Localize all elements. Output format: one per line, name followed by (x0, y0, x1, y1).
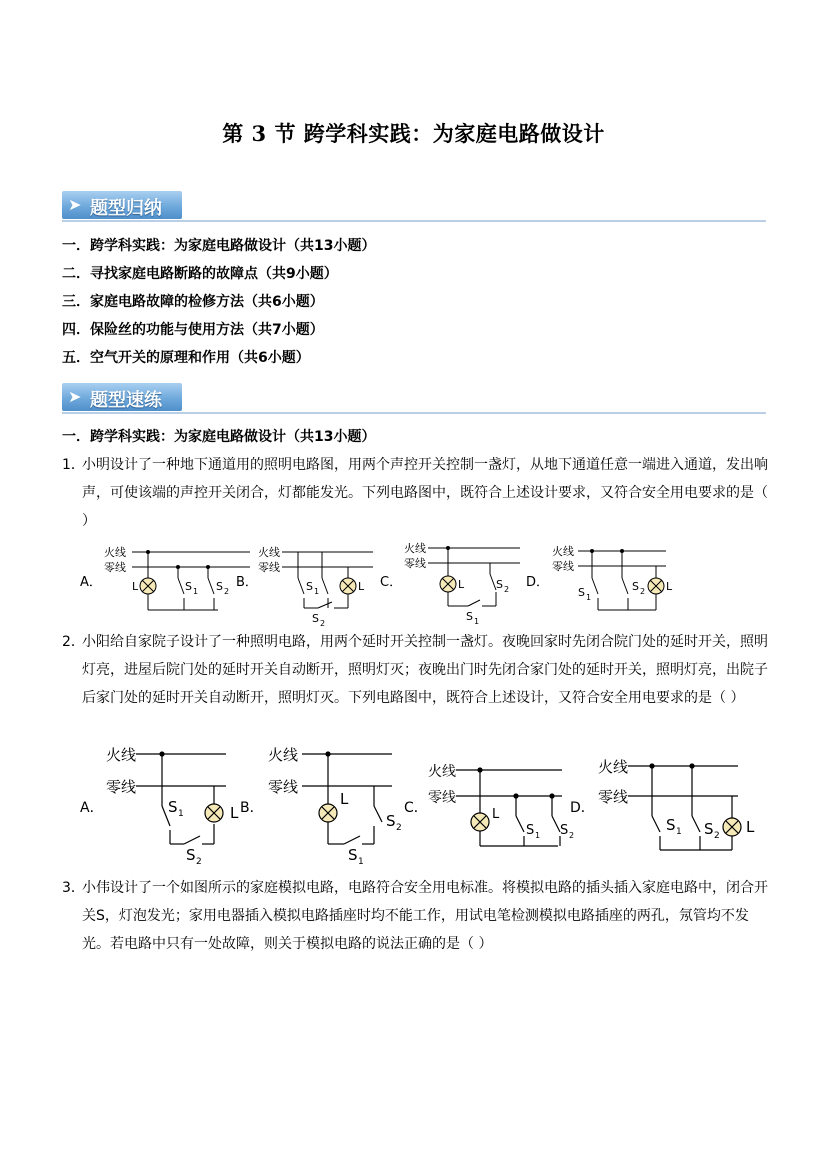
switch-label: S (526, 823, 535, 838)
question-number: 3． (62, 880, 85, 896)
switch-label: S (185, 580, 192, 593)
lamp-label: L (458, 578, 465, 591)
q1-option-c-circuit (428, 547, 520, 607)
page-title: 第 3 节 跨学科实践：为家庭电路做设计 (222, 121, 605, 146)
switch-label: S (632, 580, 639, 593)
live-wire-label: 火线 (428, 764, 456, 780)
arrow-icon: ➤ (68, 387, 82, 406)
live-wire-label: 火线 (268, 746, 299, 764)
live-wire-label: 火线 (104, 546, 126, 559)
switch-label: S (386, 812, 396, 830)
live-wire-label: 火线 (404, 542, 426, 555)
lamp-label: L (132, 580, 139, 593)
option-c-label: C． (404, 800, 428, 816)
banner-label: 题型归纳 (90, 198, 162, 219)
toc-list (62, 232, 375, 372)
switch-subscript: 1 (178, 809, 184, 819)
neutral-wire-label: 零线 (404, 557, 426, 570)
banner-tag (62, 191, 182, 219)
lamp-label: L (230, 804, 239, 822)
switch-subscript: 2 (224, 587, 230, 596)
neutral-wire-label: 零线 (104, 561, 126, 574)
switch-label: S (216, 580, 223, 593)
option-b-label: B． (240, 800, 264, 816)
neutral-wire-label: 零线 (258, 561, 280, 574)
question-number: 2． (62, 634, 85, 650)
neutral-wire-label: 零线 (552, 560, 574, 573)
option-c-label: C． (380, 575, 403, 590)
switch-subscript: 1 (314, 587, 320, 596)
neutral-wire-label: 零线 (428, 790, 456, 806)
q2-circuit-options (74, 740, 774, 870)
live-wire-label: 火线 (106, 746, 137, 764)
question-number: 1． (62, 457, 85, 473)
switch-subscript: 2 (569, 831, 575, 840)
switch-label: S (496, 578, 503, 591)
question-3 (62, 874, 770, 958)
question-2 (62, 628, 770, 740)
q1-circuit-options (70, 538, 680, 628)
neutral-wire-label: 零线 (598, 788, 629, 806)
q2-option-d-circuit (628, 764, 741, 850)
toc-item[interactable]: 四．保险丝的功能与使用方法（共7小题） (62, 322, 324, 338)
switch-subscript: 2 (396, 823, 402, 833)
toc-item[interactable]: 二．寻找家庭电路断路的故障点（共9小题） (62, 266, 338, 282)
live-wire-label: 火线 (258, 546, 280, 559)
option-d-label: D． (570, 800, 595, 816)
question-text: 小阳给自家院子设计了一种照明电路，用两个延时开关控制一盏灯。夜晚回家时先闭合院门处的延时开关，照明灯亮，进屋后院门处的延时开关自动断开，照明灯灭；夜晚出门时先闭合家门处的延时开关，照明灯亮，出院子后家门处的延时开关自动断开，照明灯灭。下列电路图中，既符合上述设计，又符合安全用电要求的是（ ） (82, 634, 768, 706)
section-banner-practice (62, 383, 766, 415)
switch-subscript: 1 (586, 593, 592, 602)
option-d-label: D． (526, 575, 550, 590)
switch-subscript: 1 (535, 831, 541, 840)
live-wire-label: 火线 (598, 758, 629, 776)
live-wire-label: 火线 (552, 545, 574, 558)
lamp-label: L (666, 580, 673, 593)
option-a-label: A． (80, 800, 104, 816)
switch-subscript: 1 (193, 587, 199, 596)
arrow-icon: ➤ (68, 195, 82, 214)
switch-label: S (578, 586, 585, 599)
switch-subscript: 2 (640, 587, 646, 596)
lamp-label: L (746, 818, 755, 836)
neutral-wire-label: 零线 (106, 778, 137, 796)
switch-label: S (186, 846, 196, 864)
neutral-wire-label: 零线 (268, 778, 299, 796)
switch-subscript: 1 (676, 827, 682, 837)
banner-underline (62, 412, 766, 414)
switch-subscript: 1 (474, 617, 480, 626)
lamp-label: L (340, 790, 349, 808)
switch-label: S (348, 846, 358, 864)
switch-subscript: 2 (714, 831, 720, 841)
q1-option-d-circuit (578, 550, 666, 611)
banner-underline (62, 220, 766, 222)
q2-option-a-circuit (136, 752, 226, 844)
question-text: 小伟设计了一个如图所示的家庭模拟电路，电路符合安全用电标准。将模拟电路的插头插入家庭电路中，闭合开关S，灯泡发光；家用电器插入模拟电路插座时均不能工作，用试电笔检测模拟电路插座的两孔，氖管均不发光。若电路中只有一处故障，则关于模拟电路的说法正确的是（ ） (82, 880, 768, 952)
section-heading: 一．跨学科实践：为家庭电路做设计（共13小题） (62, 429, 376, 445)
switch-label: S (466, 610, 473, 623)
toc-item[interactable]: 五．空气开关的原理和作用（共6小题） (62, 350, 310, 366)
question-text: 小明设计了一种地下通道用的照明电路图，用两个声控开关控制一盏灯，从地下通道任意一端进入通道，发出响声，可使该端的声控开关闭合，灯都能发光。下列电路图中，既符合上述设计要求，又符合安全用电要求的是（ ） (82, 457, 768, 529)
question-1 (62, 451, 770, 535)
option-b-label: B． (236, 575, 258, 590)
lamp-label: L (492, 807, 500, 822)
switch-label: S (312, 612, 319, 625)
switch-label: S (306, 580, 313, 593)
switch-label: S (560, 823, 569, 838)
switch-label: S (666, 816, 676, 834)
switch-subscript: 2 (504, 585, 510, 594)
option-a-label: A． (80, 575, 102, 590)
switch-subscript: 2 (196, 857, 202, 867)
q2-option-c-circuit (456, 768, 562, 846)
banner-label: 题型速练 (90, 390, 162, 411)
lamp-label: L (358, 580, 365, 593)
switch-subscript: 2 (320, 619, 326, 628)
banner-tag (62, 383, 182, 411)
switch-label: S (704, 820, 714, 838)
toc-item[interactable]: 三．家庭电路故障的检修方法（共6小题） (62, 294, 324, 310)
switch-label: S (168, 798, 178, 816)
section-banner-summary (62, 191, 766, 223)
toc-item[interactable]: 一．跨学科实践：为家庭电路做设计（共13小题） (62, 238, 376, 254)
switch-subscript: 1 (358, 857, 364, 867)
